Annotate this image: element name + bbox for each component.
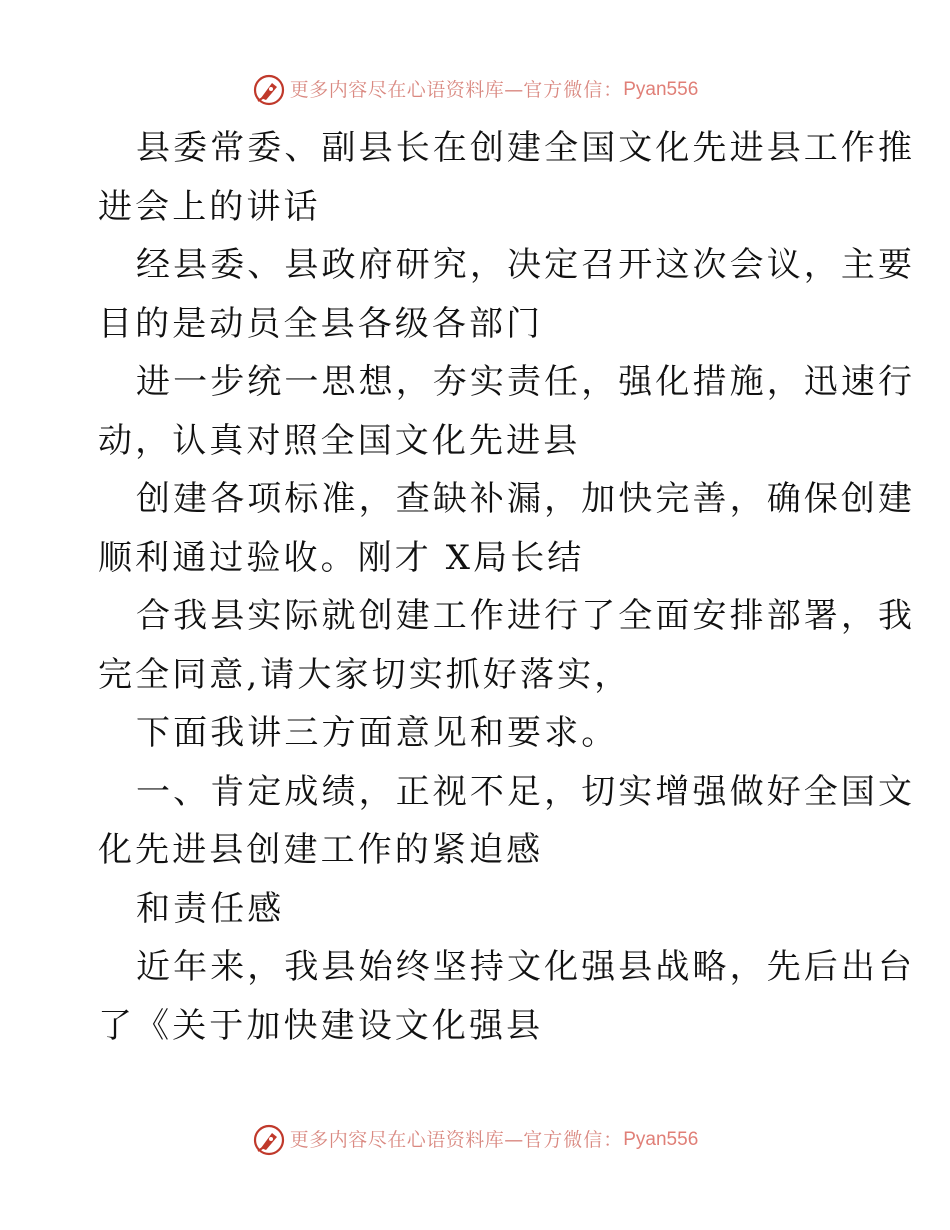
- paragraph-line: 了《关于加快建设文化强县: [98, 1005, 544, 1046]
- paragraph-line: 完全同意,请大家切实抓好落实，: [98, 654, 632, 695]
- watermark-separator: —: [504, 1129, 524, 1151]
- paragraph-line: 顺利通过验收。刚才 X局长结: [98, 537, 585, 578]
- footer-watermark: [0, 1122, 950, 1158]
- watermark-wechat-label: 官方微信：: [523, 79, 624, 101]
- section-heading-line: 化先进县创建工作的紧迫感: [98, 830, 544, 870]
- watermark-wechat-label: 官方微信：: [523, 1129, 624, 1151]
- pen-nib-logo-icon: [252, 73, 286, 107]
- title-line-2: 进会上的讲话: [98, 186, 321, 227]
- pen-nib-logo-icon: [252, 1123, 286, 1157]
- paragraph-line: 近年来，我县始终坚持文化强县战略，先后出台: [136, 947, 916, 987]
- paragraph-line: 创建各项标准，查缺补漏，加快完善，确保创建: [136, 479, 916, 519]
- paragraph-line: 进一步统一思想，夯实责任，强化措施，迅速行: [136, 362, 916, 402]
- section-heading-line: 和责任感: [136, 888, 285, 929]
- watermark-text: 更多内容尽在心语资料库: [289, 1129, 505, 1151]
- title-line-1: 县委常委、副县长在创建全国文化先进县工作推: [136, 128, 916, 168]
- watermark-separator: —: [504, 79, 524, 101]
- paragraph-line: 经县委、县政府研究，决定召开这次会议，主要: [136, 245, 916, 285]
- watermark-wechat-id: Pyan556: [623, 79, 699, 100]
- paragraph-line: 下面我讲三方面意见和要求。: [136, 713, 619, 753]
- paragraph-line: 动，认真对照全国文化先进县: [98, 420, 581, 461]
- paragraph-line: 目的是动员全县各级各部门: [98, 303, 544, 344]
- section-heading-line: 一、肯定成绩，正视不足，切实增强做好全国文: [136, 771, 916, 812]
- document-body: [98, 119, 916, 1055]
- paragraph-line: 合我县实际就创建工作进行了全面安排部署，我: [136, 596, 916, 636]
- watermark-wechat-id: Pyan556: [623, 1129, 699, 1150]
- watermark-text: 更多内容尽在心语资料库: [289, 79, 505, 101]
- header-watermark: [0, 72, 950, 108]
